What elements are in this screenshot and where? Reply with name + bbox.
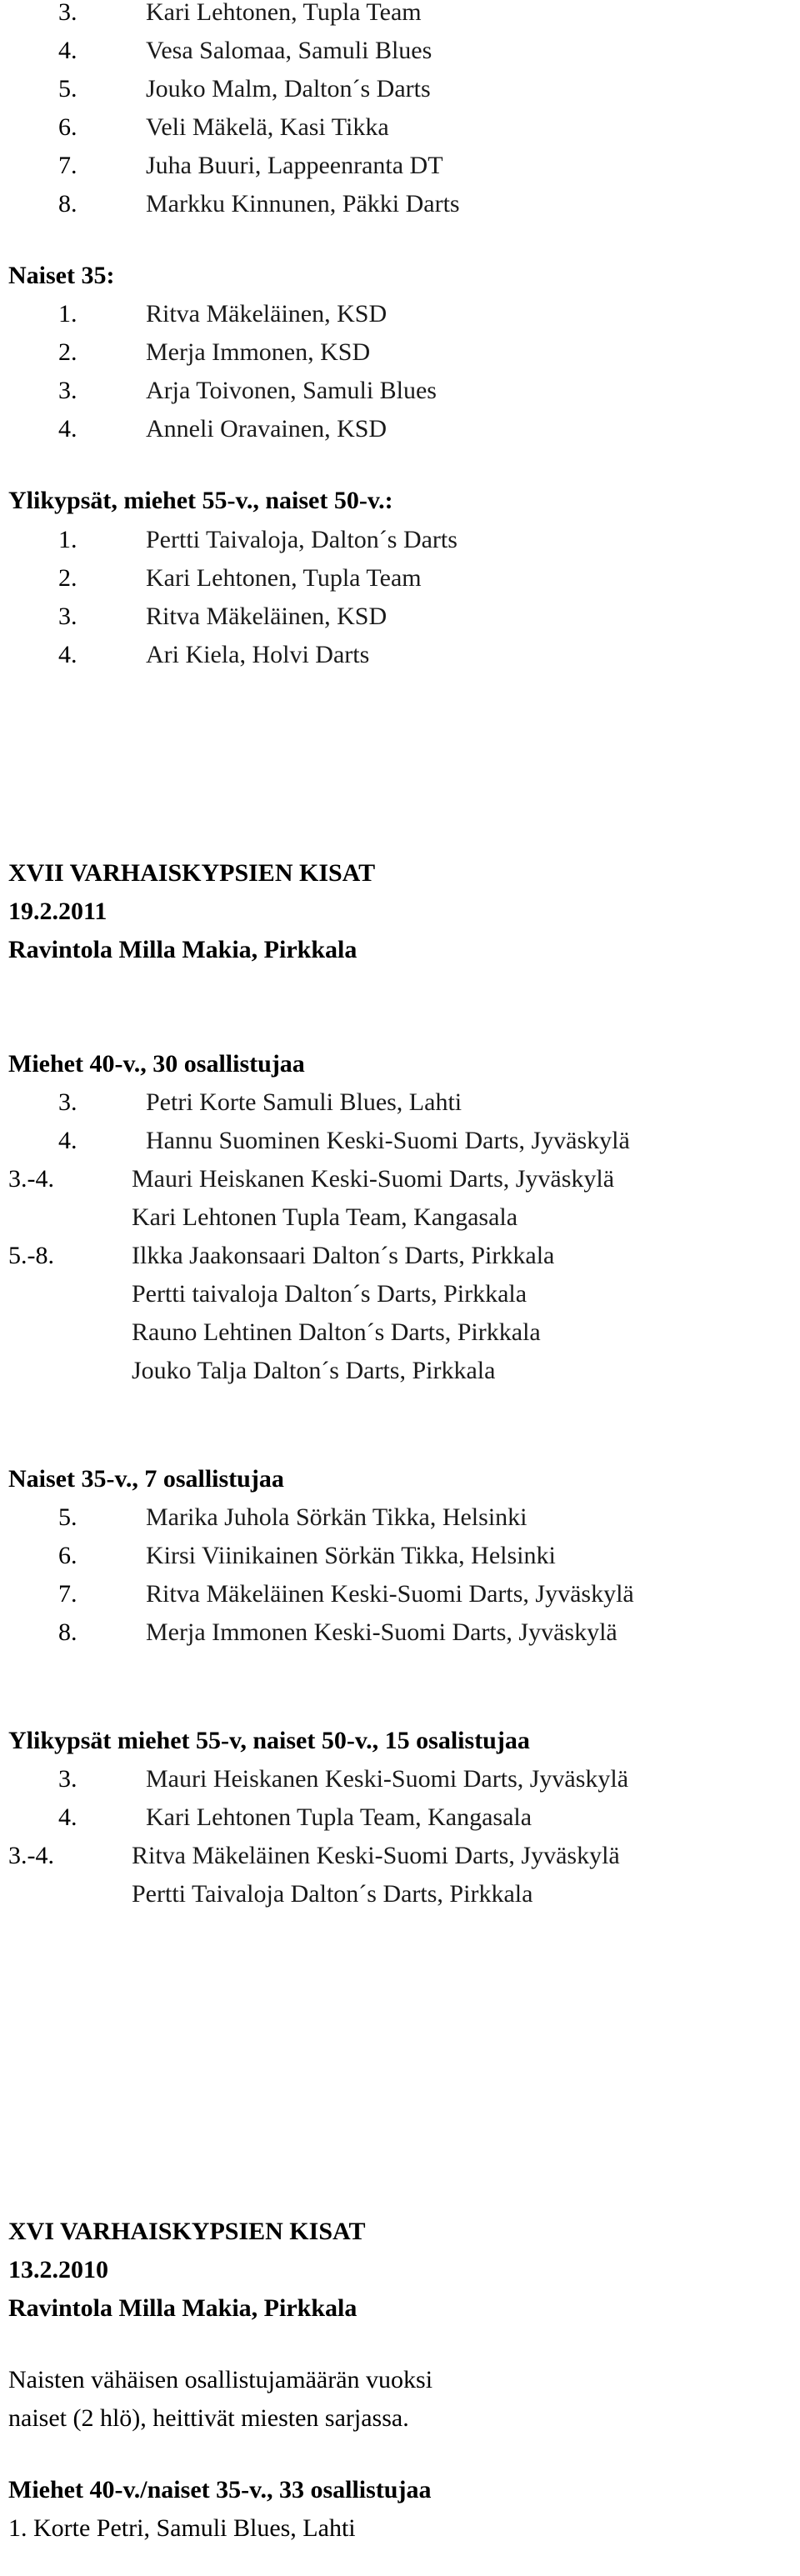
section-heading: Miehet 40-v., 30 osallistujaa — [8, 1050, 305, 1078]
result-number: 4. — [58, 1127, 78, 1154]
result-text: Mauri Heiskanen Keski-Suomi Darts, Jyväskylä — [146, 1765, 629, 1793]
result-number: 6. — [58, 1542, 78, 1569]
result-number: 5.-8. — [8, 1242, 54, 1269]
result-item — [58, 643, 369, 668]
result-number: 3. — [58, 603, 78, 630]
result-continuation: Jouko Talja Dalton´s Darts, Pirkkala — [132, 1357, 496, 1384]
section-heading: 19.2.2011 — [8, 898, 108, 925]
result-item — [58, 0, 422, 25]
section-heading: 13.2.2010 — [8, 2256, 108, 2283]
result-text: Ritva Mäkeläinen Keski-Suomi Darts, Jyväskylä — [146, 1580, 634, 1608]
result-item — [58, 528, 458, 553]
result-number: 2. — [58, 564, 78, 592]
result-continuation: Pertti taivaloja Dalton´s Darts, Pirkkala — [132, 1280, 528, 1308]
result-continuation: Pertti Taivaloja Dalton´s Darts, Pirkkala — [132, 1880, 533, 1908]
result-text: Markku Kinnunen, Päkki Darts — [146, 190, 460, 218]
result-text: Vesa Salomaa, Samuli Blues — [146, 37, 432, 64]
section-heading: Ravintola Milla Makia, Pirkkala — [8, 2294, 358, 2322]
result-item — [58, 1128, 630, 1153]
result-text: Ritva Mäkeläinen, KSD — [146, 603, 388, 630]
section-heading: Naiset 35: — [8, 262, 115, 289]
result-text: Juha Buuri, Lappeenranta DT — [146, 152, 443, 179]
paragraph-line: naiset (2 hlö), heittivät miesten sarjassa. — [8, 2404, 409, 2432]
result-item — [58, 77, 431, 102]
result-text: Pertti Taivaloja, Dalton´s Darts — [146, 526, 458, 553]
result-number: 3. — [58, 0, 78, 26]
section-heading: Ravintola Milla Makia, Pirkkala — [8, 936, 358, 963]
result-text: Ritva Mäkeläinen, KSD — [146, 300, 388, 328]
section-heading: Ylikypsät miehet 55-v, naiset 50-v., 15 osalistujaa — [8, 1727, 530, 1754]
result-item — [58, 604, 387, 629]
result-item — [58, 302, 387, 327]
result-number: 4. — [58, 641, 78, 668]
result-item — [58, 1090, 462, 1115]
result-item — [58, 1767, 628, 1792]
result-item — [58, 115, 389, 140]
result-item — [58, 378, 437, 403]
result-text: Ilkka Jaakonsaari Dalton´s Darts, Pirkkala — [132, 1242, 555, 1269]
result-item — [58, 340, 370, 365]
result-number: 8. — [58, 190, 78, 218]
result-item — [8, 1167, 614, 1192]
result-text: Hannu Suominen Keski-Suomi Darts, Jyväskylä — [146, 1127, 630, 1154]
result-text: Arja Toivonen, Samuli Blues — [146, 377, 437, 404]
section-heading: Ylikypsät, miehet 55-v., naiset 50-v.: — [8, 487, 393, 514]
result-number: 4. — [58, 415, 78, 443]
result-text: Petri Korte Samuli Blues, Lahti — [146, 1088, 462, 1116]
result-item — [58, 1582, 634, 1607]
result-item — [58, 417, 387, 442]
result-text: Ritva Mäkeläinen Keski-Suomi Darts, Jyväskylä — [132, 1842, 620, 1869]
result-number: 3. — [58, 377, 78, 404]
result-number: 3.-4. — [8, 1165, 54, 1193]
result-item — [58, 1505, 528, 1530]
result-text: Kari Lehtonen, Tupla Team — [146, 0, 422, 26]
result-text: Kari Lehtonen, Tupla Team — [146, 564, 422, 592]
result-text: Kirsi Viinikainen Sörkän Tikka, Helsinki — [146, 1542, 556, 1569]
result-text: Jouko Malm, Dalton´s Darts — [146, 75, 431, 103]
result-text: Merja Immonen Keski-Suomi Darts, Jyväskylä — [146, 1618, 618, 1646]
result-number: 6. — [58, 113, 78, 141]
result-number: 3. — [58, 1765, 78, 1793]
section-heading: Miehet 40-v./naiset 35-v., 33 osallistujaa — [8, 2476, 432, 2503]
result-number: 1. — [58, 300, 78, 328]
result-text: Kari Lehtonen Tupla Team, Kangasala — [146, 1803, 532, 1831]
result-number: 3. — [58, 1088, 78, 1116]
result-number: 5. — [58, 1503, 78, 1531]
result-item — [8, 1243, 554, 1268]
result-item — [58, 153, 443, 178]
result-number: 7. — [58, 152, 78, 179]
result-item — [58, 38, 432, 63]
result-text: Anneli Oravainen, KSD — [146, 415, 388, 443]
result-text: Mauri Heiskanen Keski-Suomi Darts, Jyväskylä — [132, 1165, 615, 1193]
result-number: 5. — [58, 75, 78, 103]
result-item — [8, 1843, 620, 1868]
result-text: Marika Juhola Sörkän Tikka, Helsinki — [146, 1503, 528, 1531]
paragraph-line: 1. Korte Petri, Samuli Blues, Lahti — [8, 2514, 356, 2542]
result-item — [58, 1620, 618, 1645]
result-text: Ari Kiela, Holvi Darts — [146, 641, 370, 668]
result-item — [58, 192, 460, 217]
result-number: 2. — [58, 338, 78, 366]
result-number: 4. — [58, 1803, 78, 1831]
result-number: 8. — [58, 1618, 78, 1646]
result-continuation: Rauno Lehtinen Dalton´s Darts, Pirkkala — [132, 1318, 541, 1346]
result-item — [58, 566, 422, 591]
result-text: Merja Immonen, KSD — [146, 338, 371, 366]
result-number: 1. — [58, 526, 78, 553]
section-heading: XVI VARHAISKYPSIEN KISAT — [8, 2218, 366, 2245]
result-item — [58, 1805, 532, 1830]
section-heading: Naiset 35-v., 7 osallistujaa — [8, 1465, 284, 1493]
paragraph-line: Naisten vähäisen osallistujamäärän vuoksi — [8, 2366, 433, 2393]
result-number: 4. — [58, 37, 78, 64]
result-item — [58, 1543, 556, 1568]
result-number: 7. — [58, 1580, 78, 1608]
section-heading: XVII VARHAISKYPSIEN KISAT — [8, 859, 376, 887]
result-continuation: Kari Lehtonen Tupla Team, Kangasala — [132, 1203, 518, 1231]
result-text: Veli Mäkelä, Kasi Tikka — [146, 113, 389, 141]
result-number: 3.-4. — [8, 1842, 54, 1869]
